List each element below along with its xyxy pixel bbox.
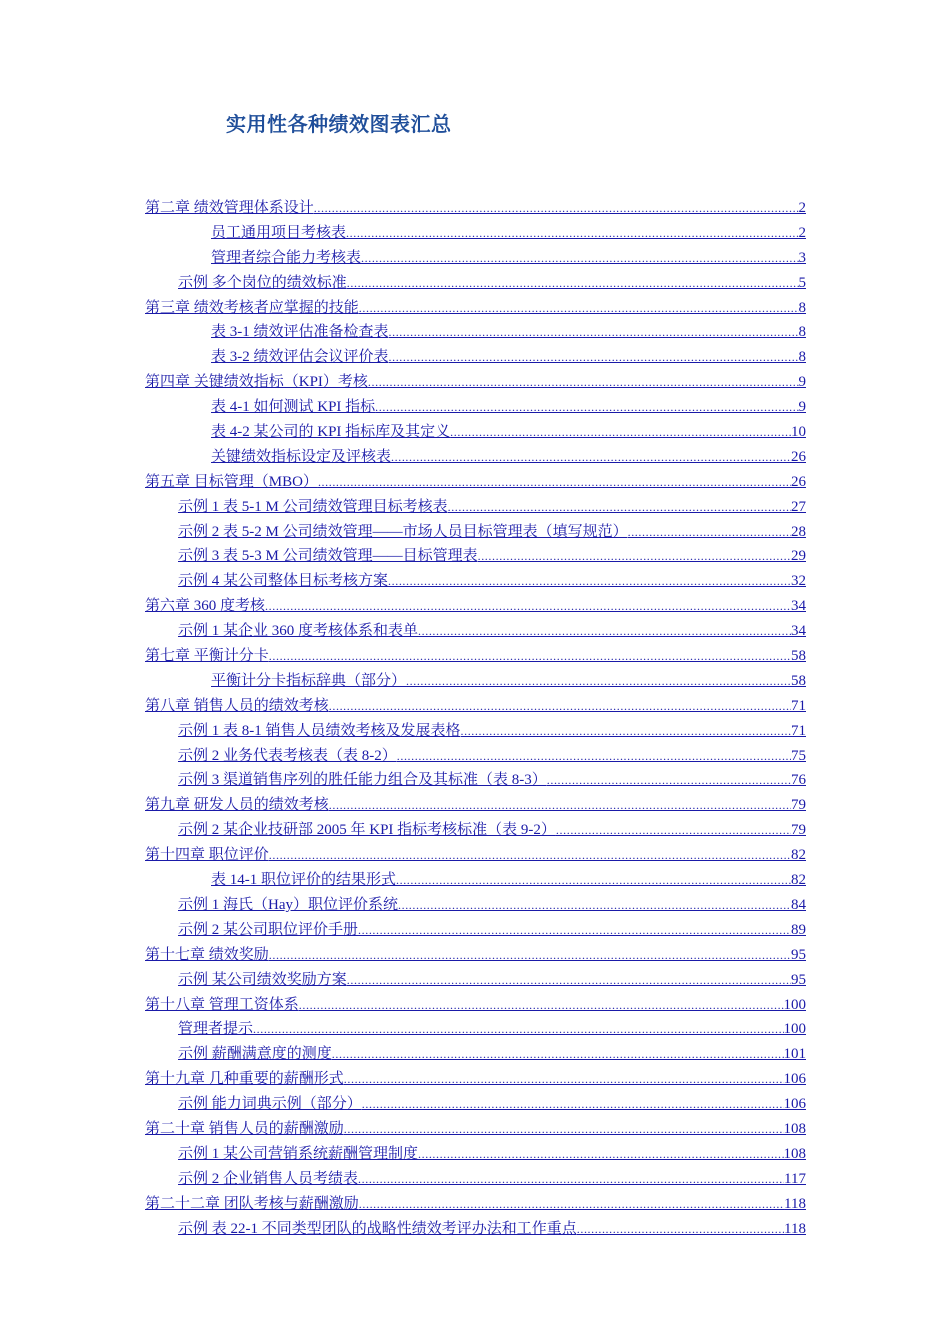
toc-entry-page: 106 <box>783 1096 806 1113</box>
toc-entry-title: 第二章 绩效管理体系设计 <box>145 200 314 216</box>
toc-dot-leader <box>461 719 792 744</box>
toc-entry-page: 8 <box>798 299 806 316</box>
toc-entry-page: 75 <box>791 747 806 764</box>
toc-entry[interactable] <box>145 271 806 296</box>
toc-entry[interactable] <box>145 1142 806 1167</box>
toc-entry-title: 第八章 销售人员的绩效考核 <box>145 697 329 714</box>
toc-entry[interactable] <box>145 1192 806 1217</box>
toc-entry-page: 117 <box>784 1170 806 1187</box>
toc-entry-title: 员工通用项目考核表 <box>211 224 347 241</box>
toc-dot-leader <box>265 594 791 619</box>
toc-entry-title: 第二十章 销售人员的薪酬激励 <box>145 1120 344 1137</box>
toc-entry-title: 示例 能力词典示例（部分） <box>178 1096 362 1113</box>
toc-entry-page: 101 <box>783 1046 806 1063</box>
toc-entry-page: 26 <box>791 473 806 490</box>
toc-entry-title: 第十九章 几种重要的薪酬形式 <box>145 1071 344 1088</box>
toc-entry[interactable] <box>145 943 806 968</box>
toc-entry[interactable] <box>145 893 806 918</box>
toc-dot-leader <box>388 569 791 594</box>
toc-entry[interactable] <box>145 1042 806 1067</box>
toc-entry-title: 示例 2 业务代表考核表（表 8-2） <box>178 747 397 764</box>
toc-entry-title: 示例 2 表 5-2 M 公司绩效管理——市场人员目标管理表（填写规范） <box>178 523 628 540</box>
toc-dot-leader <box>299 993 784 1018</box>
toc-entry-page: 5 <box>798 274 806 291</box>
toc-dot-leader <box>359 1192 784 1217</box>
toc-entry-page: 34 <box>791 623 806 640</box>
toc-entry[interactable] <box>145 694 806 719</box>
toc-dot-leader <box>314 196 799 221</box>
toc-entry[interactable] <box>145 868 806 893</box>
toc-entry[interactable] <box>145 968 806 993</box>
toc-entry-page: 32 <box>791 573 806 590</box>
toc-dot-leader <box>329 793 791 818</box>
toc-entry-page: 108 <box>783 1120 806 1137</box>
toc-dot-leader <box>253 1017 783 1042</box>
toc-entry[interactable] <box>145 719 806 744</box>
toc-entry-title: 示例 1 表 5-1 M 公司绩效管理目标考核表 <box>178 498 448 515</box>
toc-entry-title: 表 3-1 绩效评估准备检查表 <box>211 324 389 341</box>
toc-entry-page: 100 <box>783 1021 806 1038</box>
toc-entry[interactable] <box>145 246 806 271</box>
toc-dot-leader <box>375 395 798 420</box>
toc-entry[interactable] <box>145 594 806 619</box>
toc-entry[interactable] <box>145 744 806 769</box>
toc-entry-title: 管理者综合能力考核表 <box>211 249 362 266</box>
toc-dot-leader <box>478 544 791 569</box>
toc-dot-leader <box>361 246 798 271</box>
toc-entry-page: 95 <box>791 971 806 988</box>
toc-entry-title: 第四章 关键绩效指标（KPI）考核 <box>145 374 368 391</box>
toc-entry-title: 第十七章 绩效奖励 <box>145 946 269 963</box>
toc-dot-leader <box>358 1167 784 1192</box>
toc-dot-leader <box>344 1067 784 1092</box>
toc-dot-leader <box>269 843 791 868</box>
toc-entry[interactable] <box>145 619 806 644</box>
toc-entry[interactable] <box>145 918 806 943</box>
toc-dot-leader <box>577 1217 784 1242</box>
toc-entry-title: 表 3-2 绩效评估会议评价表 <box>211 349 389 366</box>
toc-dot-leader <box>269 943 791 968</box>
toc-entry-page: 106 <box>783 1071 806 1088</box>
toc-dot-leader <box>329 694 791 719</box>
toc-entry-title: 示例 1 表 8-1 销售人员绩效考核及发展表格 <box>178 722 461 739</box>
toc-entry[interactable] <box>145 395 806 420</box>
toc-dot-leader <box>362 1092 784 1117</box>
toc-entry-page: 82 <box>791 872 806 889</box>
toc-dot-leader <box>406 669 791 694</box>
toc-entry-title: 平衡计分卡指标辞典（部分） <box>211 672 407 689</box>
table-of-contents <box>145 196 806 1241</box>
toc-dot-leader <box>359 296 799 321</box>
toc-entry-page: 8 <box>798 324 806 341</box>
toc-entry-page: 118 <box>784 1195 806 1212</box>
toc-entry[interactable] <box>145 370 806 395</box>
toc-dot-leader <box>346 221 798 246</box>
toc-entry[interactable] <box>145 1067 806 1092</box>
toc-dot-leader <box>397 744 791 769</box>
toc-entry-title: 第三章 绩效考核者应掌握的技能 <box>145 299 359 316</box>
toc-entry[interactable] <box>145 1117 806 1142</box>
toc-entry-title: 第六章 360 度考核 <box>145 598 266 615</box>
toc-entry[interactable] <box>145 793 806 818</box>
toc-entry-title: 第五章 目标管理（MBO） <box>145 473 318 490</box>
toc-entry-page: 118 <box>784 1220 806 1237</box>
toc-entry-page: 3 <box>798 249 806 266</box>
toc-entry-page: 9 <box>798 399 806 416</box>
toc-entry-title: 示例 1 海氏（Hay）职位评价系统 <box>178 896 398 913</box>
toc-dot-leader <box>547 768 791 793</box>
toc-entry-page: 76 <box>791 772 806 789</box>
toc-entry-title: 示例 2 某企业技研部 2005 年 KPI 指标考核标准（表 9-2） <box>178 822 556 839</box>
toc-dot-leader <box>332 1042 784 1067</box>
toc-entry-page: 10 <box>791 424 806 441</box>
toc-entry[interactable] <box>145 420 806 445</box>
toc-dot-leader <box>358 918 791 943</box>
toc-dot-leader <box>628 520 791 545</box>
toc-entry-page: 100 <box>783 996 806 1013</box>
toc-entry-page: 71 <box>791 697 806 714</box>
toc-entry-page: 9 <box>798 374 806 391</box>
toc-entry[interactable] <box>145 818 806 843</box>
toc-entry[interactable] <box>145 196 806 221</box>
toc-entry[interactable] <box>145 221 806 246</box>
toc-entry-page: 29 <box>791 548 806 565</box>
toc-entry-title: 示例 多个岗位的绩效标准 <box>178 274 347 291</box>
toc-entry[interactable] <box>145 1167 806 1192</box>
toc-dot-leader <box>448 495 791 520</box>
toc-dot-leader <box>389 320 799 345</box>
toc-entry[interactable] <box>145 296 806 321</box>
toc-entry-page: 26 <box>791 448 806 465</box>
toc-entry[interactable] <box>145 470 806 495</box>
toc-entry-title: 第九章 研发人员的绩效考核 <box>145 797 329 814</box>
toc-entry-page: 79 <box>791 797 806 814</box>
toc-entry[interactable] <box>145 345 806 370</box>
toc-dot-leader <box>450 420 791 445</box>
toc-dot-leader <box>396 868 791 893</box>
toc-dot-leader <box>556 818 791 843</box>
toc-dot-leader <box>389 345 799 370</box>
toc-entry-title: 关键绩效指标设定及评核表 <box>211 448 392 465</box>
toc-entry[interactable] <box>145 768 806 793</box>
toc-entry-page: 79 <box>791 822 806 839</box>
toc-entry[interactable] <box>145 495 806 520</box>
toc-entry-title: 示例 3 渠道销售序列的胜任能力组合及其标准（表 8-3） <box>178 772 547 789</box>
document-title: 实用性各种绩效图表汇总 <box>226 112 452 136</box>
toc-entry[interactable] <box>145 1017 806 1042</box>
toc-entry-title: 示例 1 某公司营销系统薪酬管理制度 <box>178 1145 419 1162</box>
toc-entry-page: 2 <box>798 200 806 216</box>
toc-entry-page: 27 <box>791 498 806 515</box>
toc-entry-title: 示例 薪酬满意度的测度 <box>178 1046 332 1063</box>
toc-entry[interactable] <box>145 544 806 569</box>
toc-entry-page: 58 <box>791 648 806 665</box>
toc-entry-title: 示例 表 22-1 不同类型团队的战略性绩效考评办法和工作重点 <box>178 1220 577 1237</box>
toc-entry-title: 第十四章 职位评价 <box>145 847 269 864</box>
toc-entry[interactable] <box>145 644 806 669</box>
toc-entry-page: 71 <box>791 722 806 739</box>
toc-entry-title: 表 4-2 某公司的 KPI 指标库及其定义 <box>211 424 451 441</box>
toc-dot-leader <box>398 893 791 918</box>
toc-entry[interactable] <box>145 445 806 470</box>
toc-dot-leader <box>368 370 799 395</box>
toc-entry-title: 表 4-1 如何测试 KPI 指标 <box>211 399 376 416</box>
toc-entry[interactable] <box>145 1092 806 1117</box>
toc-dot-leader <box>318 470 791 495</box>
toc-entry-title: 管理者提示 <box>178 1021 254 1038</box>
toc-entry-page: 2 <box>798 224 806 241</box>
toc-entry-page: 28 <box>791 523 806 540</box>
toc-entry-title: 示例 3 表 5-3 M 公司绩效管理——目标管理表 <box>178 548 478 565</box>
toc-entry-page: 8 <box>798 349 806 366</box>
toc-entry[interactable] <box>145 669 806 694</box>
toc-entry-title: 示例 2 某公司职位评价手册 <box>178 921 359 938</box>
toc-dot-leader <box>344 1117 784 1142</box>
toc-dot-leader <box>418 619 791 644</box>
toc-dot-leader <box>347 271 799 296</box>
toc-entry-title: 示例 某公司绩效奖励方案 <box>178 971 347 988</box>
toc-entry-title: 第十八章 管理工资体系 <box>145 996 299 1013</box>
toc-entry-title: 示例 1 某企业 360 度考核体系和表单 <box>178 623 419 640</box>
toc-entry-page: 95 <box>791 946 806 963</box>
toc-entry[interactable] <box>145 1217 806 1242</box>
toc-entry-page: 34 <box>791 598 806 615</box>
toc-dot-leader <box>418 1142 783 1167</box>
toc-entry[interactable] <box>145 520 806 545</box>
toc-entry-page: 108 <box>783 1145 806 1162</box>
toc-dot-leader <box>391 445 791 470</box>
toc-entry-title: 第七章 平衡计分卡 <box>145 648 269 665</box>
toc-dot-leader <box>347 968 791 993</box>
toc-dot-leader <box>269 644 791 669</box>
toc-entry-page: 58 <box>791 672 806 689</box>
toc-entry[interactable] <box>145 843 806 868</box>
toc-entry-title: 表 14-1 职位评价的结果形式 <box>211 872 396 889</box>
toc-entry-page: 82 <box>791 847 806 864</box>
toc-entry[interactable] <box>145 993 806 1018</box>
toc-entry-title: 示例 4 某公司整体目标考核方案 <box>178 573 389 590</box>
toc-entry-title: 示例 2 企业销售人员考绩表 <box>178 1170 359 1187</box>
toc-entry[interactable] <box>145 320 806 345</box>
toc-entry[interactable] <box>145 569 806 594</box>
toc-entry-title: 第二十二章 团队考核与薪酬激励 <box>145 1195 359 1212</box>
toc-entry-page: 84 <box>791 896 806 913</box>
toc-entry-page: 89 <box>791 921 806 938</box>
